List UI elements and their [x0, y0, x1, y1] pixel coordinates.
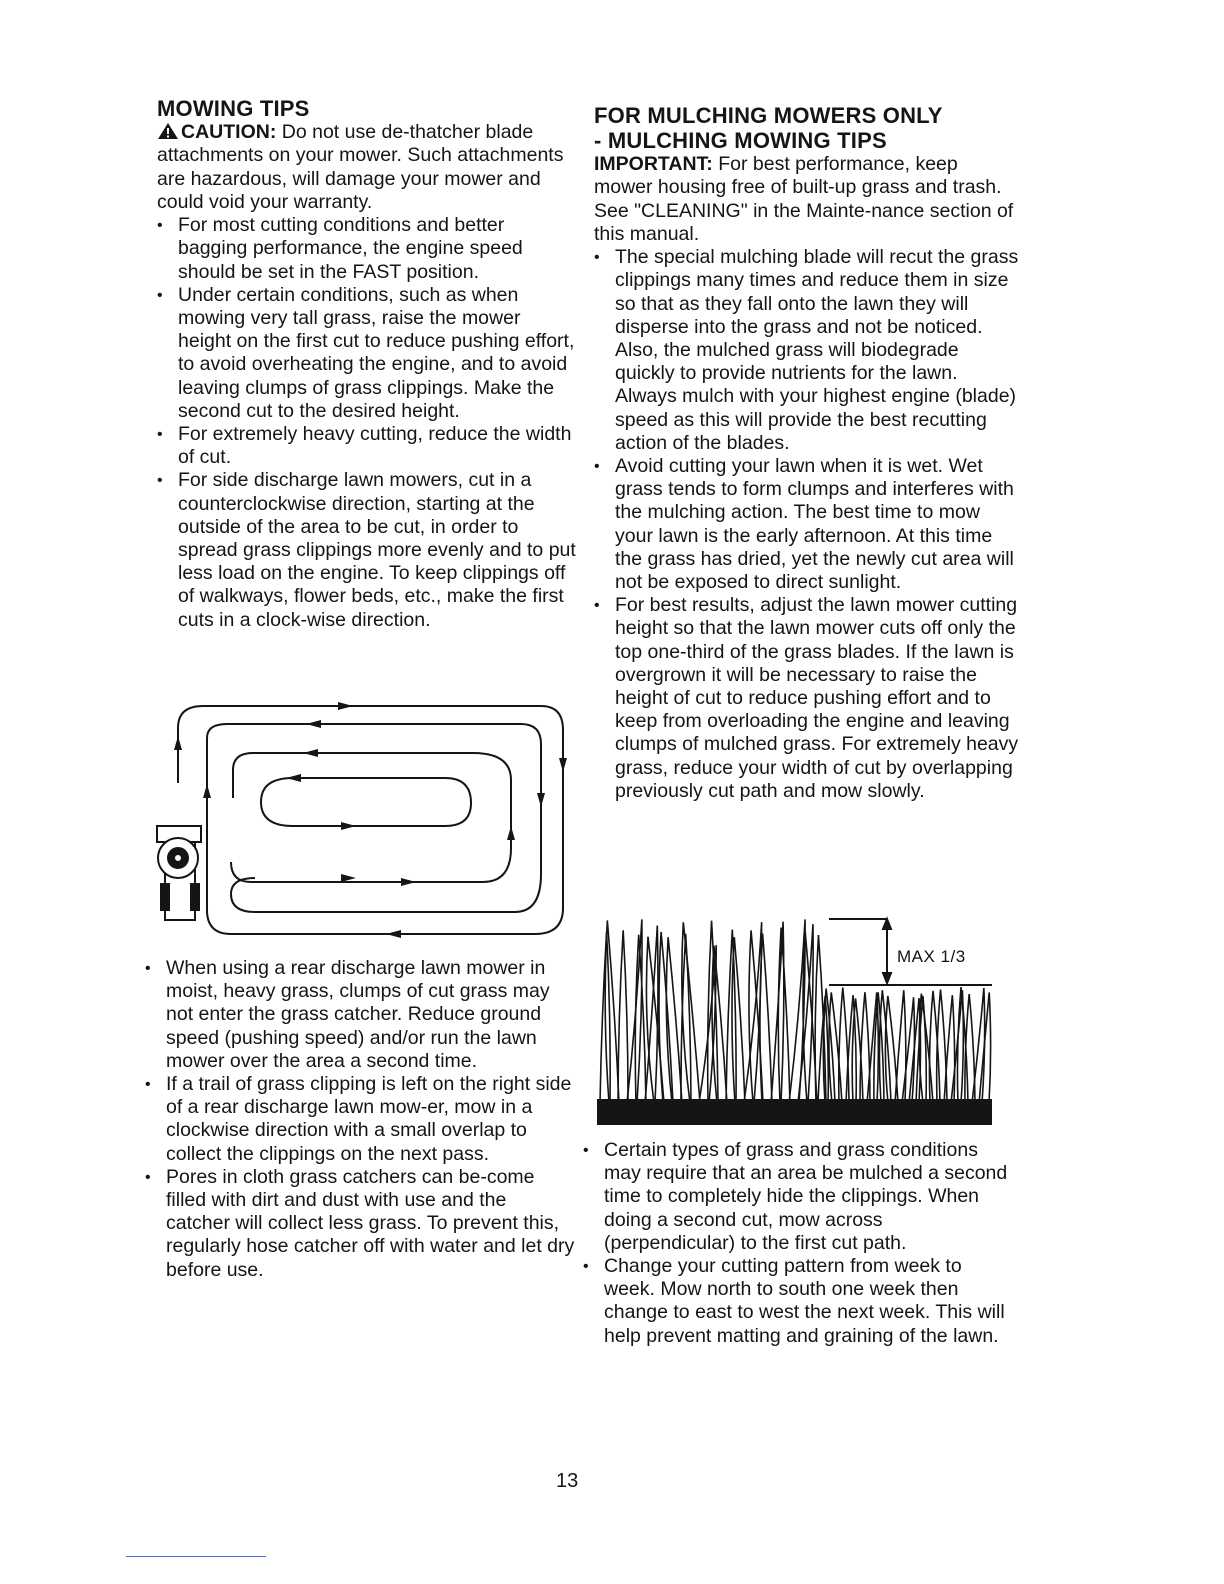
list-item: • Avoid cutting your lawn when it is wet. Wet grass tends to form clumps and interferes with the mulching action. The best time to mow your lawn is the early afternoon. At this time the grass has dried, yet the newly cut area will not be exposed to direct sunlight. [594, 455, 1019, 594]
caution-paragraph [157, 121, 577, 214]
right-lower-column [583, 1139, 1013, 1348]
important-label: IMPORTANT: [594, 153, 713, 175]
caution-label: CAUTION: [181, 121, 277, 143]
mulching-heading-line1: FOR MULCHING MOWERS ONLY [594, 103, 943, 128]
list-item: • The special mulching blade will recut the grass clippings many times and reduce them in size so that as they fall onto the lawn they will disperse into the grass and not be noticed. Also, the mulched grass will biodegrade quickly to provide nutrients for the lawn. Always mulch with your highest engine (blade) speed as this will provide the best recutting action of the blades. [594, 246, 1019, 455]
page-number: 13 [556, 1470, 579, 1492]
mowing-tips-heading: MOWING TIPS [157, 96, 310, 121]
caution-text: Do not use de-thatcher blade attachments on your mower. Such attachments are hazardous, will damage your mower and could void your warranty. [157, 121, 564, 213]
list-item: • For extremely heavy cutting, reduce the width of cut. [157, 423, 577, 469]
warning-triangle-icon [157, 122, 179, 140]
max-one-third-label: MAX 1/3 [897, 947, 966, 966]
list-item: • If a trail of grass clipping is left on the right side of a rear discharge lawn mow-er, mow in a clockwise direction with a small overlap to collect the clippings on the next pass. [145, 1073, 575, 1166]
list-item: • Under certain conditions, such as when mowing very tall grass, raise the mower height on the first cut to reduce pushing effort, to avoid overheating the engine, and to avoid leaving clumps of grass clippings. Make the second cut to the desired height. [157, 284, 577, 423]
left-lower-column [145, 957, 575, 1282]
footer-divider [126, 1556, 266, 1557]
left-lower-bullet-list [145, 957, 575, 1282]
list-item: • When using a rear discharge lawn mower in moist, heavy grass, clumps of cut grass may not enter the grass catcher. Reduce ground speed (pushing speed) and/or run the lawn mower over the area a second time. [145, 957, 575, 1073]
list-item: • For side discharge lawn mowers, cut in a counterclockwise direction, starting at the outside of the area to be cut, in order to spread grass clippings more evenly and to put less load on the engine. To keep clippings off of walkways, flower beds, etc., make the first cuts in a clock-wise direction. [157, 469, 577, 631]
grass-cutting-height-illustration-icon [597, 913, 992, 1125]
important-text: For best performance, keep mower housing free of built-up grass and trash. See "CLEANING" in the Mainte-nance section of this manual. [594, 153, 1014, 245]
right-lower-bullet-list [583, 1139, 1013, 1348]
mulching-heading-line2: - MULCHING MOWING TIPS [594, 128, 887, 153]
list-item: • For most cutting conditions and better bagging performance, the engine speed should be set in the FAST position. [157, 214, 577, 284]
left-bullet-list [157, 214, 577, 632]
right-bullet-list [594, 246, 1019, 803]
list-item: • Change your cutting pattern from week to week. Mow north to south one week then change to east to west the next week. This will help prevent matting and graining of the lawn. [583, 1255, 1013, 1348]
list-item: • Certain types of grass and grass conditions may require that an area be mulched a second time to completely hide the clippings. When doing a second cut, mow across (perpendicular) to the first cut path. [583, 1139, 1013, 1255]
list-item: • For best results, adjust the lawn mower cutting height so that the lawn mower cuts off only the top one-third of the grass blades. If the lawn is overgrown it will be necessary to raise the height of cut to reduce pushing effort and to keep from overloading the engine and leaving clumps of mulched grass. For extremely heavy grass, reduce your width of cut by overlapping previously cut path and mow slowly. [594, 594, 1019, 803]
right-column [594, 103, 1019, 803]
left-column [157, 96, 577, 632]
important-paragraph [594, 153, 1019, 246]
list-item: • Pores in cloth grass catchers can be-come filled with dirt and dust with use and the catcher will collect less grass. To prevent this, regularly hose catcher off with water and let dry before use. [145, 1166, 575, 1282]
mowing-pattern-diagram-icon [143, 698, 575, 948]
